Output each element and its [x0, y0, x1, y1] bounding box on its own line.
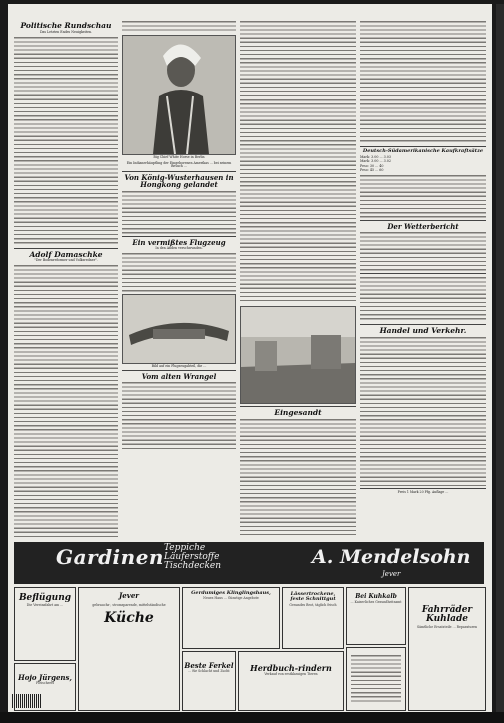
ad-title: Jever: [119, 591, 139, 600]
ad-title: Herdbuch-rindern: [250, 663, 332, 673]
ad-befluegung: [14, 587, 76, 661]
photo-caption: Bild auf ein Flugzeugabteil, die ...: [151, 363, 207, 368]
ad-text: Fleischerei: [36, 681, 54, 686]
ad-kuhkalb: [346, 587, 406, 645]
newspaper-page: [8, 4, 492, 716]
ad-title: Fahrräder Kuhlade: [421, 605, 473, 625]
article-body: [240, 20, 356, 304]
market-line: Peso: 45 ... 60: [360, 167, 384, 172]
divider: [360, 324, 486, 325]
ad-text: Verkauf von erstklassigen Tieren: [264, 672, 318, 677]
divider: [240, 406, 356, 407]
column-1: [14, 20, 118, 540]
article-heading: Adolf Damaschke: [29, 249, 103, 259]
banner-goods: Teppiche Läuferstoffe Tischdecken: [164, 543, 222, 571]
ad-kueche: [78, 587, 180, 711]
footer-note: Preis 1 Mark 20 Pfg. Auflage ...: [397, 490, 449, 495]
market-line: Mark: 3.00 ... 3.03: [360, 155, 391, 160]
article-body: [360, 276, 486, 322]
article-body: [14, 36, 118, 246]
article-heading: Politische Rundschau: [20, 21, 112, 30]
ad-title: Beflügung: [18, 593, 72, 603]
ad-title: Hojo Jürgens,: [18, 673, 72, 682]
market-heading: Deutsch-Südamerikanische Kaufkraftsätze: [362, 148, 484, 154]
market-line: Mark: 3.00 ... 3.02: [360, 159, 391, 164]
divider: [122, 370, 236, 371]
divider: [122, 236, 236, 237]
article-subheading: Das Letzten Endes Neuigkeiten.: [39, 29, 93, 34]
article-heading: Handel und Verkehr.: [379, 326, 467, 336]
ad-fahrraeder: [408, 587, 486, 711]
ad-text: Sämtliche Ersatzteile ... Reparaturen: [416, 624, 478, 629]
ad-text: Gesundes Brot, täglich frisch: [289, 602, 337, 607]
ad-extra: [346, 647, 406, 711]
photo-caption: Big Chief White Horse in Berlin: [153, 155, 205, 159]
photo-street-scene: [240, 306, 356, 404]
ad-text: Neues Haus ... Günstige Angebote: [203, 596, 259, 601]
photo-chief: [122, 35, 236, 155]
ad-ferkel: [182, 651, 236, 711]
ad-text: gebrauchs-, stromsparende, mittelständische: [92, 603, 166, 608]
ad-text: ... für Schlacht und Zucht: [188, 669, 230, 674]
scan-edge: [496, 4, 504, 716]
ad-klinglingshaus: [182, 587, 280, 649]
article-heading: Von König-Wusterhausen in Hongkong gelandet: [124, 172, 234, 190]
article-body: [122, 20, 236, 32]
divider: [360, 273, 486, 274]
ad-text: ... Kaiserliches Gesundheitsamt: [350, 600, 402, 605]
divider: [360, 220, 486, 221]
divider: [122, 171, 236, 172]
banner-city: Jever: [382, 570, 401, 578]
classified-ads: [14, 587, 484, 712]
article-heading: Der Wetterbericht: [387, 222, 459, 232]
ad-text-block: [351, 654, 401, 704]
ad-title: Bei Kuhkalb: [355, 593, 397, 600]
article-subheading: In den Anden verschwunden.: [155, 245, 203, 250]
ad-schnittgut: [282, 587, 344, 649]
photo-street-illustration: [241, 307, 355, 403]
article-heading: Ein vermißtes Flugzeug: [132, 237, 226, 247]
photo-aircraft-illustration: [123, 295, 235, 363]
article-body: [122, 190, 236, 234]
divider: [360, 146, 486, 147]
article-heading: Eingesandt: [274, 408, 322, 417]
ad-subtitle: Küche: [104, 610, 154, 627]
ad-title: Beste Ferkel: [184, 661, 234, 670]
article-heading: Vom alten Wrangel: [141, 372, 217, 382]
banner-company: A. Mendelsohn: [312, 546, 471, 568]
banner-ad: [14, 542, 484, 584]
column-2: [122, 20, 236, 540]
banner-gardinen: Gardinen: [56, 545, 164, 569]
article-body: [360, 20, 486, 144]
scan-bottom-edge: [0, 712, 504, 723]
market-list: [360, 155, 486, 172]
article-body: [240, 418, 356, 536]
market-line: Peso: 30 ... 40: [360, 163, 384, 168]
photo-chief-illustration: [123, 36, 235, 154]
page-header-strip: [14, 8, 486, 18]
article-subheading: "Der Bodenreformer und Volksredner".: [34, 258, 98, 263]
archive-barcode: [12, 694, 42, 708]
market-table: [360, 174, 486, 218]
article-body: [360, 231, 486, 271]
photo-aircraft: [122, 294, 236, 364]
ad-title: Gerdumiges Klinglingshaus,: [191, 590, 271, 596]
column-4: [360, 20, 486, 540]
article-body: [122, 252, 236, 292]
ad-text: Die Vereinsfahrt am ...: [26, 603, 64, 608]
article-body: [122, 381, 236, 451]
column-3: [240, 20, 356, 540]
divider: [360, 488, 486, 489]
article-body: [14, 264, 118, 540]
article-body: [360, 336, 486, 486]
photo-credit: Ein Indianerhäuptling der Eingeborenen Amerikas ... bei seinem Besuch ...: [126, 160, 232, 169]
divider: [14, 248, 118, 249]
ad-title: Lässertrockene, feste Schnittgut: [290, 591, 336, 603]
ad-herdbuch: [238, 651, 344, 711]
